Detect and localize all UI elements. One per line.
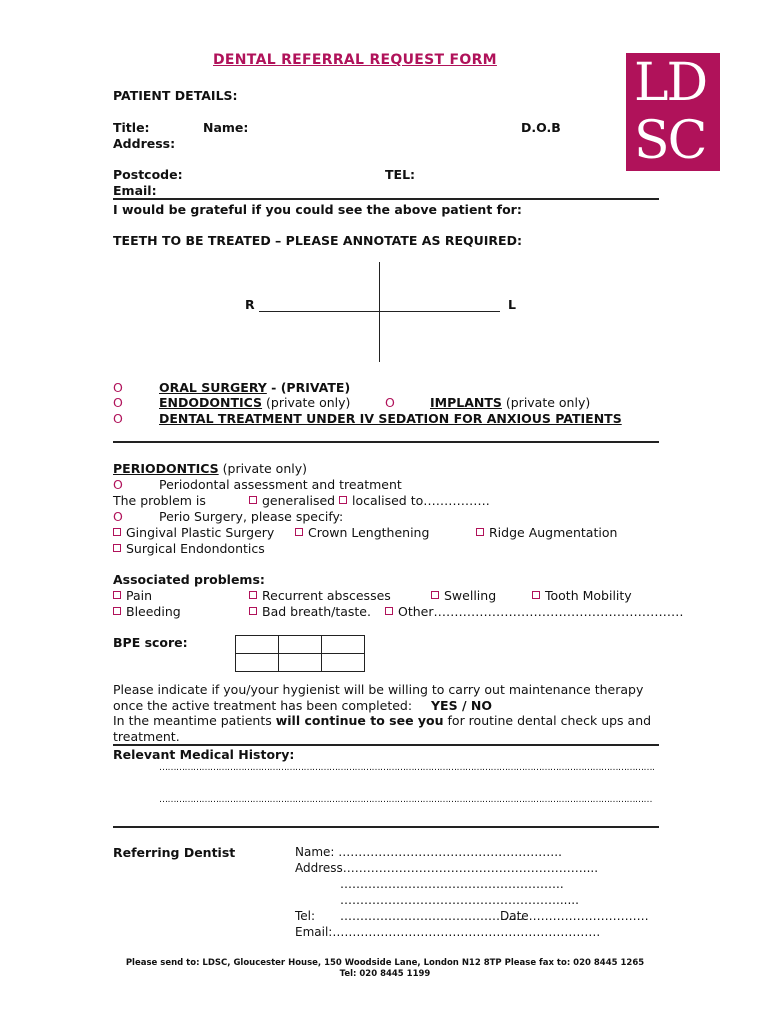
bullet: O <box>385 395 395 410</box>
generalised-checkbox[interactable]: generalised <box>249 493 335 508</box>
bullet: O <box>113 395 123 410</box>
referrer-tel-label: Tel: <box>295 909 316 923</box>
crown-lengthening-checkbox[interactable]: Crown Lengthening <box>295 525 429 540</box>
referring-dentist-heading: Referring Dentist <box>113 845 236 860</box>
bpe-label: BPE score: <box>113 635 188 650</box>
medical-history-line-2[interactable]: ………………………………………………………………………………………………………………………………………………………… <box>159 795 652 805</box>
bpe-cell[interactable] <box>279 636 322 654</box>
name-label: Name: <box>203 120 249 135</box>
tooth-mobility-checkbox[interactable]: Tooth Mobility <box>532 588 632 603</box>
oral-surgery-option[interactable]: ORAL SURGERY - (PRIVATE) <box>159 380 351 395</box>
referrer-tel-field[interactable]: ………………………………………. <box>340 909 524 923</box>
divider <box>113 744 659 746</box>
bpe-cell[interactable] <box>322 654 365 672</box>
bpe-cell[interactable] <box>236 636 279 654</box>
footer-tel: Tel: 020 8445 1199 <box>339 969 431 979</box>
divider <box>113 826 659 828</box>
other-checkbox[interactable]: Other…………………………………………………… <box>385 604 684 619</box>
divider <box>113 198 659 200</box>
referrer-address-field[interactable]: Address…………………………………………………….... <box>295 861 599 875</box>
postcode-label: Postcode: <box>113 167 183 182</box>
referrer-name-field[interactable]: Name: ……………………………………………….. <box>295 845 562 859</box>
teeth-chart-vertical <box>379 262 380 362</box>
teeth-heading: TEETH TO BE TREATED – PLEASE ANNOTATE AS REQUIRED: <box>113 233 522 248</box>
gingival-checkbox[interactable]: Gingival Plastic Surgery <box>113 525 274 540</box>
address-label: Address: <box>113 136 176 151</box>
pain-checkbox[interactable]: Pain <box>113 588 152 603</box>
bullet: O <box>113 411 123 426</box>
maintenance-line-1: Please indicate if you/your hygienist will be willing to carry out maintenance therapy <box>113 682 644 697</box>
bpe-cell[interactable] <box>236 654 279 672</box>
ridge-augmentation-checkbox[interactable]: Ridge Augmentation <box>476 525 617 540</box>
bpe-score-grid <box>235 635 365 672</box>
iv-sedation-option[interactable]: DENTAL TREATMENT UNDER IV SEDATION FOR ANXIOUS PATIENTS <box>159 411 622 426</box>
swelling-checkbox[interactable]: Swelling <box>431 588 496 603</box>
divider <box>113 441 659 443</box>
bullet: O <box>113 477 123 492</box>
yes-no-choice[interactable]: YES / NO <box>431 698 492 713</box>
maintenance-line-4: treatment. <box>113 729 180 744</box>
logo-line-2: SC <box>634 111 706 171</box>
teeth-right-label: R <box>245 297 255 312</box>
surgical-endodontics-checkbox[interactable]: Surgical Endondontics <box>113 541 265 556</box>
referrer-email-field[interactable]: Email:…………………………………………………………. <box>295 925 601 939</box>
email-label: Email: <box>113 183 157 198</box>
tel-label: TEL: <box>385 167 416 182</box>
bullet: O <box>113 380 123 395</box>
patient-details-heading: PATIENT DETAILS: <box>113 88 238 103</box>
teeth-left-label: L <box>508 297 516 312</box>
periodontics-heading[interactable]: PERIODONTICS (private only) <box>113 461 307 476</box>
ldsc-logo <box>626 53 720 171</box>
referrer-date-field[interactable]: Date………………………… <box>500 909 649 923</box>
dob-label: D.O.B <box>521 120 561 135</box>
perio-assessment-option[interactable]: Periodontal assessment and treatment <box>159 477 402 492</box>
implants-option[interactable]: IMPLANTS (private only) <box>430 395 591 410</box>
perio-surgery-option[interactable]: Perio Surgery, please specify: <box>159 509 344 524</box>
referrer-address-line-3[interactable]: ………………………………………………...... <box>340 893 579 907</box>
bullet: O <box>113 509 123 524</box>
localised-checkbox[interactable]: localised to……………. <box>339 493 490 508</box>
request-line: I would be grateful if you could see the above patient for: <box>113 202 522 217</box>
bad-breath-checkbox[interactable]: Bad breath/taste. <box>249 604 371 619</box>
referrer-address-line-2[interactable]: ……………………………………………….. <box>340 877 564 891</box>
abscesses-checkbox[interactable]: Recurrent abscesses <box>249 588 391 603</box>
footer-address: Please send to: LDSC, Gloucester House, 150 Woodside Lane, London N12 8TP Please fax to: 020 8445 1265 <box>125 958 645 968</box>
medical-history-heading: Relevant Medical History: <box>113 747 295 762</box>
bpe-cell[interactable] <box>279 654 322 672</box>
logo-line-1: LD <box>634 53 707 113</box>
medical-history-line-1[interactable]: …………………………………………………………………………………………………………………………………………………………. <box>159 763 655 773</box>
endodontics-option[interactable]: ENDODONTICS (private only) <box>159 395 351 410</box>
maintenance-line-2: once the active treatment has been completed: <box>113 698 413 713</box>
title-label: Title: <box>113 120 150 135</box>
bpe-cell[interactable] <box>322 636 365 654</box>
associated-problems-heading: Associated problems: <box>113 572 265 587</box>
maintenance-line-3: In the meantime patients will continue to see you for routine dental check ups and <box>113 713 652 728</box>
problem-is-label: The problem is <box>113 493 206 508</box>
bleeding-checkbox[interactable]: Bleeding <box>113 604 181 619</box>
form-title: DENTAL REFERRAL REQUEST FORM <box>213 52 497 68</box>
